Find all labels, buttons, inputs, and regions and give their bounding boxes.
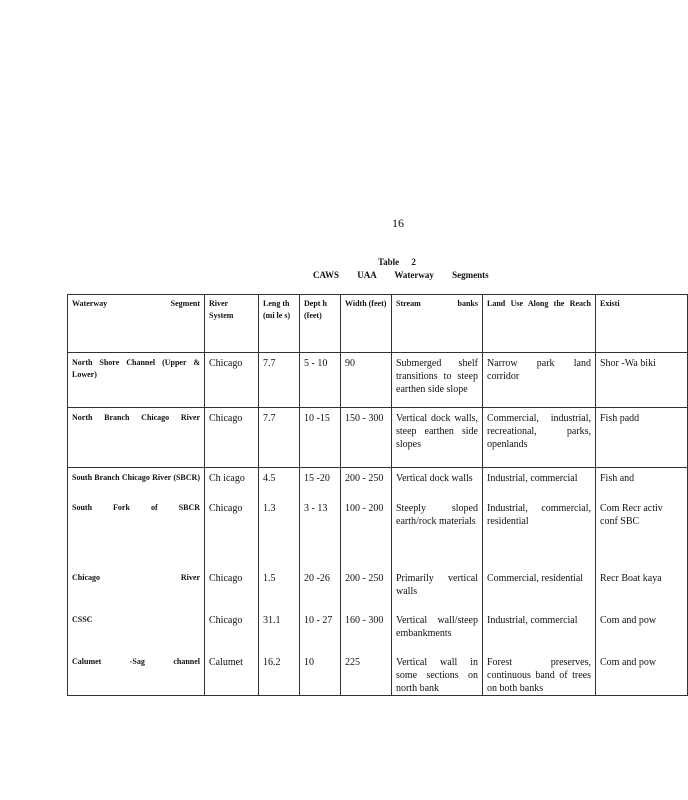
cell-depth: 3 - 13 xyxy=(300,498,341,568)
header-existing-use: Existi xyxy=(596,295,688,353)
table-row xyxy=(68,353,688,408)
cell-stream-banks: Primarily vertical walls xyxy=(392,568,483,610)
cell-existing-use: Com and pow xyxy=(596,652,688,696)
cell-segment: CSSC xyxy=(68,610,205,652)
cell-depth: 10 - 27 xyxy=(300,610,341,652)
cell-land-use: Commercial, residential xyxy=(483,568,596,610)
cell-segment: Calumet -Sag channel xyxy=(68,652,205,696)
cell-depth: 10 -15 xyxy=(300,408,341,468)
cell-existing-use: Fish and xyxy=(596,468,688,499)
header-stream-banks: Stream banks xyxy=(392,295,483,353)
cell-land-use: Forest preserves, continuous band of trees on both banks xyxy=(483,652,596,696)
table-row xyxy=(68,652,688,696)
cell-segment: North Branch Chicago River xyxy=(68,408,205,468)
cell-segment: South Fork of SBCR xyxy=(68,498,205,568)
header-width: Width (feet) xyxy=(341,295,392,353)
cell-land-use: Industrial, commercial xyxy=(483,468,596,499)
header-river-system: River System xyxy=(205,295,259,353)
cell-width: 100 - 200 xyxy=(341,498,392,568)
cell-stream-banks: Vertical wall in some sections on north bank xyxy=(392,652,483,696)
cell-width: 200 - 250 xyxy=(341,568,392,610)
cell-depth: 10 xyxy=(300,652,341,696)
cell-land-use: Narrow park land corridor xyxy=(483,353,596,408)
cell-existing-use: Fish padd xyxy=(596,408,688,468)
cell-existing-use: Shor -Wa biki xyxy=(596,353,688,408)
cell-river-system: Ch icago xyxy=(205,468,259,499)
cell-river-system: Chicago xyxy=(205,498,259,568)
table-row xyxy=(68,568,688,610)
cell-length: 7.7 xyxy=(259,353,300,408)
header-depth: Dept h (feet) xyxy=(300,295,341,353)
cell-stream-banks: Vertical dock walls, steep earthen side slopes xyxy=(392,408,483,468)
cell-river-system: Chicago xyxy=(205,610,259,652)
cell-length: 4.5 xyxy=(259,468,300,499)
table-row xyxy=(68,408,688,468)
header-length: Leng th (mi le s) xyxy=(259,295,300,353)
cell-width: 90 xyxy=(341,353,392,408)
cell-width: 150 - 300 xyxy=(341,408,392,468)
cell-width: 200 - 250 xyxy=(341,468,392,499)
header-land-use: Land Use Along the Reach xyxy=(483,295,596,353)
cell-stream-banks: Vertical dock walls xyxy=(392,468,483,499)
table-row xyxy=(68,498,688,568)
cell-segment: North Shore Channel (Upper & Lower) xyxy=(68,353,205,408)
header-waterway-segment: Waterway Segment xyxy=(68,295,205,353)
cell-segment: South Branch Chicago River (SBCR) xyxy=(68,468,205,499)
cell-depth: 15 -20 xyxy=(300,468,341,499)
cell-stream-banks: Steeply sloped earth/rock materials xyxy=(392,498,483,568)
cell-width: 160 - 300 xyxy=(341,610,392,652)
cell-river-system: Calumet xyxy=(205,652,259,696)
cell-length: 1.3 xyxy=(259,498,300,568)
table-row xyxy=(68,610,688,652)
cell-width: 225 xyxy=(341,652,392,696)
cell-length: 16.2 xyxy=(259,652,300,696)
table-header-row xyxy=(68,295,688,353)
cell-existing-use: Recr Boat kaya xyxy=(596,568,688,610)
table-caption-number: Table 2 xyxy=(378,257,416,267)
waterway-segments-table-wrapper xyxy=(67,294,663,694)
cell-depth: 20 -26 xyxy=(300,568,341,610)
cell-stream-banks: Vertical wall/steep embankments xyxy=(392,610,483,652)
cell-depth: 5 - 10 xyxy=(300,353,341,408)
cell-length: 7.7 xyxy=(259,408,300,468)
cell-land-use: Industrial, commercial, residential xyxy=(483,498,596,568)
cell-length: 1.5 xyxy=(259,568,300,610)
page-number: 16 xyxy=(392,216,404,230)
cell-segment: Chicago River xyxy=(68,568,205,610)
table-row xyxy=(68,468,688,499)
cell-length: 31.1 xyxy=(259,610,300,652)
table-caption-title: CAWS UAA Waterway Segments xyxy=(313,270,489,280)
cell-river-system: Chicago xyxy=(205,568,259,610)
cell-river-system: Chicago xyxy=(205,408,259,468)
cell-river-system: Chicago xyxy=(205,353,259,408)
cell-land-use: Commercial, industrial, recreational, parks, openlands xyxy=(483,408,596,468)
cell-stream-banks: Submerged shelf transitions to steep earthen side slope xyxy=(392,353,483,408)
cell-land-use: Industrial, commercial xyxy=(483,610,596,652)
cell-existing-use: Com Recr activ conf SBC xyxy=(596,498,688,568)
cell-existing-use: Com and pow xyxy=(596,610,688,652)
waterway-segments-table xyxy=(67,294,688,696)
